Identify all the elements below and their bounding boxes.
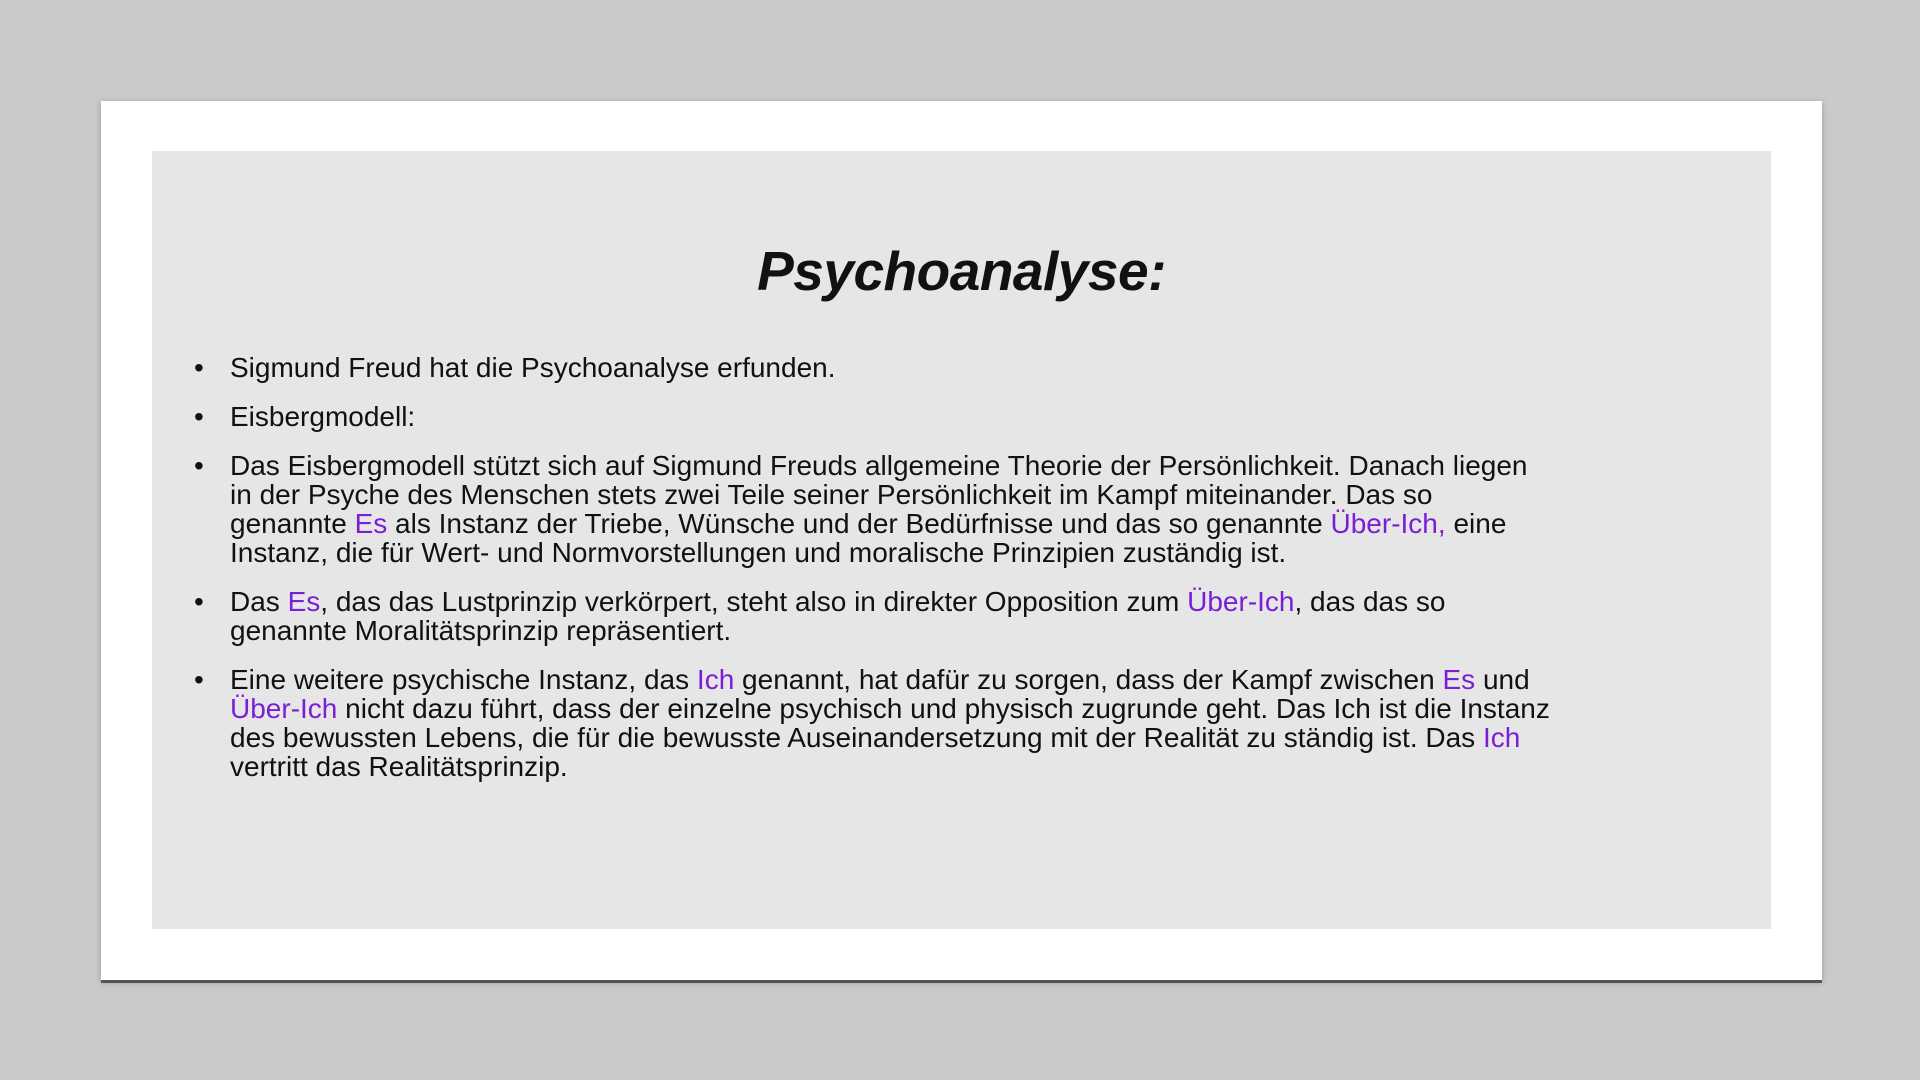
bullet-item-es-opposition: [152, 587, 1552, 645]
bullet-text: vertritt das Realitätsprinzip.: [230, 751, 568, 782]
bullet-icon: •: [194, 664, 204, 695]
slide-frame: [101, 101, 1822, 980]
bullet-item-ich: [152, 665, 1552, 781]
term-es: Es: [354, 508, 388, 539]
bullet-text: nicht dazu führt, dass der einzelne psychisch und physisch zugrunde geht. Das Ich ist die Instanz des bewussten Lebens, die für die bewusste Auseinandersetzung mit der Realität zu ständig ist. Das: [230, 693, 1550, 753]
bullet-text: Eine weitere psychische Instanz, das: [230, 664, 697, 695]
bullet-text: Eisbergmodell:: [230, 401, 416, 432]
bullet-text: eine Instanz, die für Wert- und Normvorstellungen und moralische Prinzipien zuständig ist.: [230, 508, 1507, 568]
bullet-icon: •: [194, 450, 204, 481]
bullet-text: Sigmund Freud hat die Psychoanalyse erfunden.: [230, 352, 836, 383]
bullet-item-freud: [152, 353, 1552, 382]
bullet-text: Das Eisbergmodell stützt sich auf Sigmund Freuds allgemeine Theorie der Persönlichkeit. Danach liegen in der Psyche des Menschen stets zwei Teile seiner Persönlichkeit im Kampf miteinander. Das so genannte: [230, 450, 1528, 539]
term-es: Es: [287, 586, 321, 617]
bullet-text: als Instanz der Triebe, Wünsche und der Bedürfnisse und das so genannte: [387, 508, 1331, 539]
term-ueber-ich: Über-Ich,: [1330, 508, 1446, 539]
term-ich: Ich: [696, 664, 735, 695]
bullet-text: und: [1475, 664, 1530, 695]
term-ueber-ich: Über-Ich: [1187, 586, 1295, 617]
term-ich: Ich: [1482, 722, 1521, 753]
bullet-icon: •: [194, 352, 204, 383]
bullet-item-eisbergmodell-description: [152, 451, 1552, 567]
bullet-item-eisbergmodell: [152, 402, 1552, 431]
bullet-icon: •: [194, 401, 204, 432]
bullet-text: , das das Lustprinzip verkörpert, steht also in direkter Opposition zum: [320, 586, 1188, 617]
term-es: Es: [1442, 664, 1476, 695]
bullet-icon: •: [194, 586, 204, 617]
bullet-text: Das: [230, 586, 288, 617]
bullet-text: , das das so genannte Moralitätsprinzip repräsentiert.: [230, 586, 1446, 646]
bullet-list: [152, 353, 1552, 801]
slide-content-panel: [152, 151, 1771, 929]
bullet-text: genannt, hat dafür zu sorgen, dass der Kampf zwischen: [734, 664, 1443, 695]
slide-title: Psychoanalyse:: [757, 240, 1166, 302]
term-ueber-ich: Über-Ich: [230, 693, 338, 724]
